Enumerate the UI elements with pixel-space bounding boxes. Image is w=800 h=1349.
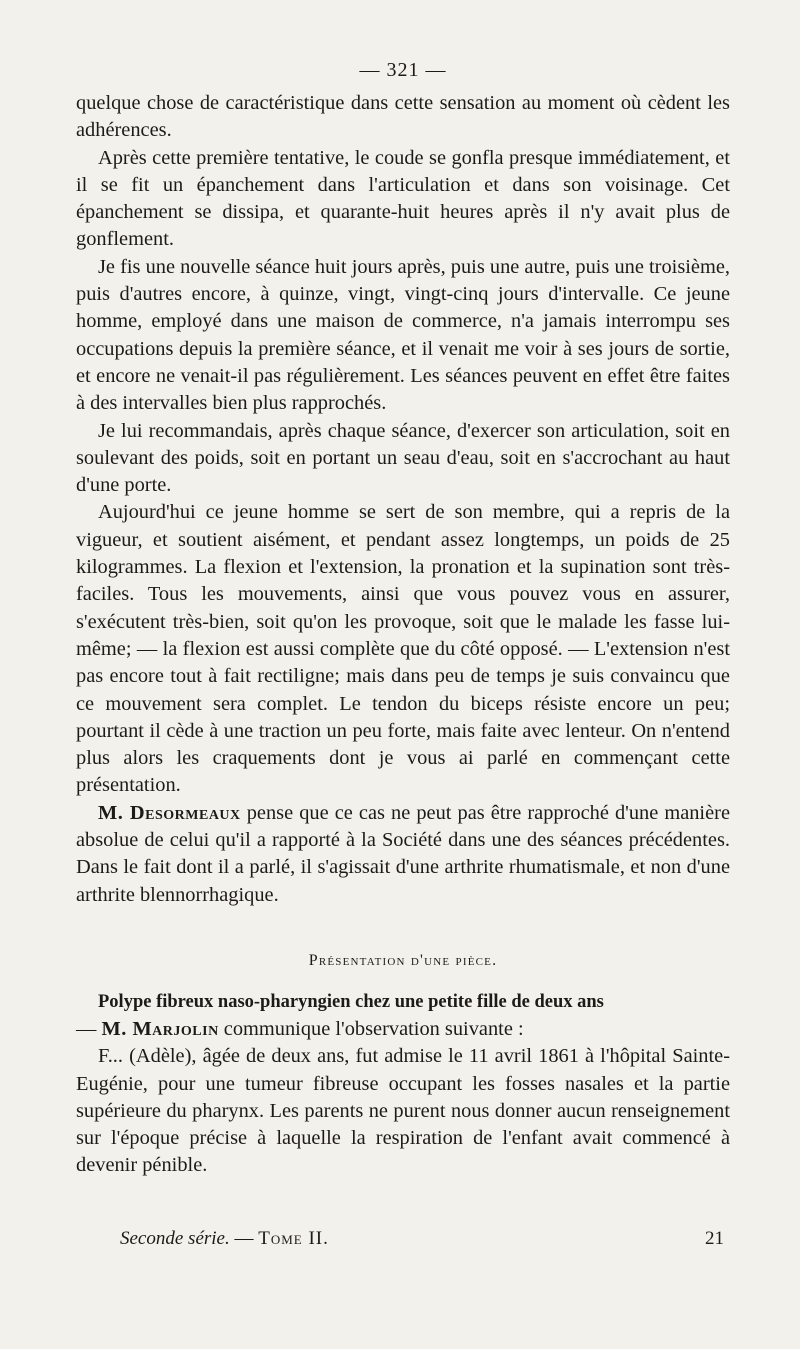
series-label: Seconde série.	[120, 1228, 230, 1249]
main-text	[76, 90, 730, 909]
dash: —	[76, 1017, 102, 1040]
page-footer	[120, 1228, 724, 1256]
signature-mark: 21	[705, 1228, 724, 1249]
paragraph-sessions: Je fis une nouvelle séance huit jours après, puis une autre, puis une troisième, puis d'autres encore, à quinze, vingt, vingt-cinq jours d'intervalle. Ce jeune homme, employé dans une maison de commerce, n'a jamais interrompu ses occupations depuis la première séance, et il venait me voir à ses jours de sortie, et encore ne venait-il pas régulièrement. Les séances peuvent en effet être faites à des intervalles bien plus rapprochés.	[76, 255, 730, 415]
speaker-name-desormeaux: M. Desormeaux	[98, 801, 241, 824]
marjolin-intro: communique l'observation suivante :	[218, 1017, 524, 1040]
section-title: Présentation d'une pièce.	[308, 951, 498, 969]
tome-label: Tome II.	[258, 1228, 329, 1249]
page-number: — 321 —	[359, 59, 447, 81]
subsection-title: Polype fibreux naso-pharyngien chez une petite fille de deux ans	[98, 991, 604, 1012]
paragraph-desormeaux	[76, 800, 730, 909]
paragraph-exercise: Je lui recommandais, après chaque séance, d'exercer son articulation, soit en soulevant des poids, soit en portant un seau d'eau, soit en s'accrochant au haut d'une porte.	[76, 419, 730, 497]
footer-separator: —	[229, 1228, 259, 1249]
desormeaux-remark: pense que ce cas ne peut pas être rapproché d'une manière absolue de celui qu'il a rapporté à la Société dans une des séances précédentes. Dans le fait dont il a parlé, il s'agissait d'une arthrite rhumatismale, et non d'une arthrite blennorrhagique.	[76, 801, 730, 906]
paragraph-first-attempt: Après cette première tentative, le coude se gonfla presque immédiatement, et il se fit un épanchement dans l'articulation et dans son voisinage. Cet épanchement se dissipa, et quarante-huit heures après il n'y avait plus de gonflement.	[76, 146, 730, 251]
paragraph-continuation: quelque chose de caractéristique dans cette sensation au moment où cèdent les adhérences.	[76, 92, 730, 142]
paragraph-marjolin	[76, 1016, 730, 1043]
paragraph-outcome: Aujourd'hui ce jeune homme se sert de son membre, qui a repris de la vigueur, et soutient aisément, et pendant assez longtemps, un poids de 25 kilogrammes. La flexion et l'extension, la pronation et la supination sont très-faciles. Tous les mouvements, ainsi que vous pouvez vous en assurer, s'exécutent très-bien, soit qu'on les provoque, soit que le malade les fasse lui-même; — la flexion est aussi complète que du côté opposé. — L'extension n'est pas encore tout à fait rectiligne; mais dans peu de temps je suis convaincu que ce mouvement sera complet. Le tendon du biceps résiste encore un peu; pourtant il cède à une traction un peu forte, mais faite avec lenteur. On n'entend plus alors les craquements dont je vous ai parlé en commençant cette présentation.	[76, 501, 730, 797]
paragraph-observation: F... (Adèle), âgée de deux ans, fut admise le 11 avril 1861 à l'hôpital Sainte-Eugénie, pour une tumeur fibreuse occupant les fosses nasales et la partie supérieure du pharynx. Les parents ne purent nous donner aucun renseignement sur l'époque précise à laquelle la respiration de l'enfant avait commencé à devenir pénible.	[76, 1045, 730, 1177]
observation-block	[76, 989, 730, 1180]
speaker-name-marjolin: M. Marjolin	[101, 1017, 219, 1040]
